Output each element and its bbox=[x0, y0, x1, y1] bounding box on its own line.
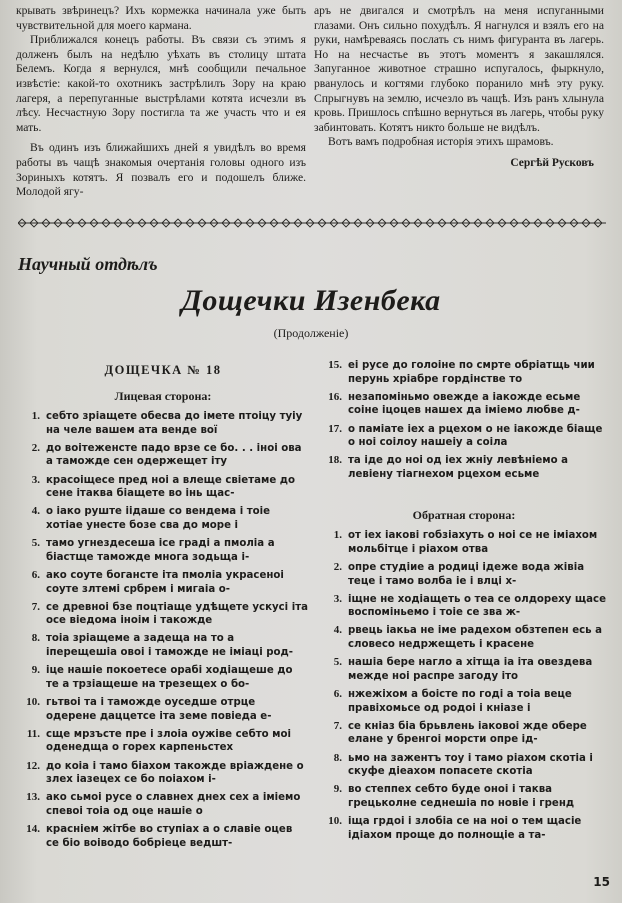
text-line bbox=[318, 656, 610, 683]
line-text: еі русе до голоіне по смрте обріатщь чии перунь хріабре гордінстве то bbox=[348, 360, 595, 385]
line-number: 3. bbox=[31, 473, 40, 486]
text-line bbox=[18, 537, 308, 564]
line-text: та іде до ноі од іех жніу левѣніемо а левіену тіагнехом рцехом есьме bbox=[348, 455, 569, 480]
line-number: 15. bbox=[328, 359, 342, 371]
line-text: опре студіие а родиці ідеже вода жівіа теце і тамо волба іе і влці х- bbox=[348, 561, 585, 587]
ornamental-divider bbox=[18, 218, 606, 228]
text-line bbox=[18, 442, 308, 469]
line-number: 3. bbox=[333, 592, 342, 605]
line-text: незапоміньмо овеждe а іакождe есьме соіне іцоцев нашех да іміемо любве д- bbox=[348, 391, 581, 417]
story-paragraph: крывать звѣринецъ? Ихъ кормежка начинала уже быть чувствительной для моего кармана. bbox=[16, 4, 306, 32]
line-number: 12. bbox=[26, 759, 40, 772]
text-line bbox=[18, 601, 308, 628]
line-number: 2. bbox=[31, 441, 40, 454]
line-text: о іако руште іідаше со вендема і тоіе хотіае унесте бозе сва до море і bbox=[46, 506, 271, 531]
text-line bbox=[318, 624, 610, 651]
line-number: 16. bbox=[328, 390, 342, 403]
text-line bbox=[318, 752, 610, 779]
line-number: 10. bbox=[328, 815, 342, 828]
line-number: 5. bbox=[31, 537, 40, 550]
line-text: себто зріащете обесва до імете птоіцу туіу на челе вашем ата венде вої bbox=[46, 411, 303, 436]
line-number: 9. bbox=[333, 783, 342, 796]
page-number: 15 bbox=[593, 875, 610, 889]
board-column-left bbox=[18, 359, 308, 855]
text-line bbox=[18, 728, 308, 755]
line-number: 17. bbox=[328, 422, 342, 435]
text-line bbox=[318, 593, 610, 620]
text-line bbox=[18, 632, 308, 659]
text-line bbox=[318, 423, 610, 450]
line-number: 4. bbox=[31, 505, 40, 518]
line-number: 8. bbox=[31, 632, 40, 645]
back-side-heading: Обратная сторона: bbox=[412, 508, 516, 523]
line-number: 6. bbox=[31, 568, 40, 581]
line-text: во степпех себто буде оноі і таква грецьколне седнешіа по новіе і гренд bbox=[348, 784, 575, 809]
text-line bbox=[18, 410, 308, 437]
line-number: 18. bbox=[328, 454, 342, 467]
line-text: іща грдоі і злобіа се на ноі о тем щасіе ідіахом проще до полнощіе а та- bbox=[348, 816, 582, 841]
board-heading: ДОЩЕЧКА № 18 bbox=[104, 363, 222, 377]
line-text: ако сьмоі русе о славнех днех сех а іміемо спевоі тоіа од оце нашіе о bbox=[46, 792, 301, 817]
text-line bbox=[318, 720, 610, 747]
line-number: 7. bbox=[333, 719, 342, 732]
text-line bbox=[18, 791, 308, 818]
story-paragraph: Въ одинъ изъ ближайшихъ дней я увидѣлъ во время работы въ чащѣ знакомыя очертанія головы одного изъ Зориныхъ котятъ. Я позвалъ его и подошелъ ближе. Молодой ягу- bbox=[16, 141, 306, 199]
line-number: 10. bbox=[26, 696, 40, 709]
front-lines-list bbox=[18, 410, 308, 850]
line-text: се древноі бзе поцтіаще удѣщете ускусі іта осе віедома іноім і такождe bbox=[46, 601, 308, 627]
line-text: ако соуте богансте іта пмоліа украсеноі соуте злтемі србрем і мигаіа о- bbox=[46, 569, 284, 595]
story-ending bbox=[16, 4, 604, 200]
text-line bbox=[18, 696, 308, 723]
story-paragraph: Вотъ вамъ подробная исторія этихъ шрамовъ. bbox=[328, 135, 554, 149]
line-number: 5. bbox=[333, 656, 342, 669]
text-line bbox=[318, 783, 610, 810]
line-text: ьмо на зажентъ тоу і тамо ріахом скотіа і скуфе діеахом попасете скотіа bbox=[348, 752, 593, 778]
line-number: 11. bbox=[26, 727, 40, 740]
text-line bbox=[18, 823, 308, 850]
text-line bbox=[318, 454, 610, 481]
line-text: красоіщесе пред ноі а влеще свіетаме до сене ітаква біащете во інь щас- bbox=[46, 474, 296, 500]
text-line bbox=[318, 359, 610, 386]
text-line bbox=[18, 760, 308, 787]
line-text: нжежіхом а боісте по годі а тоіа веце правіхомьсе од родоі і кніазе і bbox=[348, 689, 572, 714]
front-lines-continued bbox=[318, 359, 610, 482]
line-text: сще мрзъсте пре і злоіа оужіве себто моі оденедща о горех карпеньстех bbox=[46, 728, 291, 754]
line-text: от іех іаковi гобзіахуть о ноі се не іміахом мольбітце і ріахом отва bbox=[348, 530, 598, 555]
text-line bbox=[318, 815, 610, 842]
line-number: 9. bbox=[31, 664, 40, 677]
line-text: красніем жітбе во ступіах а о славіе оцев се біо воіводо бобріеце ведшт- bbox=[46, 824, 293, 849]
line-number: 13. bbox=[26, 791, 40, 804]
section-label: Научный отдѣлъ bbox=[18, 254, 158, 274]
line-text: рвець іакьа не іме радехом обзтепен есь а словесо недржещеть і красене bbox=[348, 625, 603, 651]
line-text: нашіа бере нагло а хітща іа іта овездева межде ноі распре загоду іто bbox=[348, 657, 593, 682]
story-paragraph: Приближался конецъ работы. Въ связи съ этимъ я долженъ былъ на недѣлю уѣхать въ столицу штата Белемъ. Когда я вернулся, мнѣ сообщили печальное извѣстіе: какой-то охотникъ застрѣлилъ Зору на краю лагеря, а перепуганные выстрѣлами котята исчезли въ лѣсу. Несчастную Зору постигла та же участь что и ея мать. bbox=[16, 33, 306, 134]
line-text: до воітеженсте падо врзе се бо. . . іноі ова а тамождe сен одержещет іту bbox=[46, 442, 302, 468]
line-text: тамо угнездесеша ісе граді а пмоліа а біастще тамождe многа зодьща і- bbox=[46, 538, 275, 563]
back-lines-list bbox=[318, 529, 610, 842]
story-column-right bbox=[314, 4, 604, 200]
line-number: 14. bbox=[26, 823, 40, 836]
line-text: се кніаз біа брьвлень іаковоі ждe оберe елане у бренгоі морсти опре ід- bbox=[348, 720, 587, 746]
text-line bbox=[318, 529, 610, 556]
text-line bbox=[318, 688, 610, 715]
text-line bbox=[18, 664, 308, 691]
line-text: іце нашіе покоетесе орабі ходіащеше до те а трзіащеше на трезещех о бо- bbox=[46, 665, 293, 690]
text-line bbox=[18, 474, 308, 501]
line-number: 1. bbox=[31, 410, 40, 422]
story-paragraph: аръ не двигался и смотрѣлъ на меня испуганными глазами. Онъ сильно похудѣлъ. Я нагнулся и взялъ его на руки, намѣреваясь послать съ нимъ фигуранта въ лагерь. Но на несчастье въ этотъ моментъ я закашлялся. Запуганное животное страшно испугалось, фыркнуло, рванулось и когтями глубоко поранило мнѣ эту руку. Спрыгнувъ на землю, исчезло въ чащѣ. Изъ ранъ хлынула кровь. Пришлось спѣшно вернуться въ лагерь, чтобы руку забинтовать. Котятъ никто больше не видѣлъ. bbox=[314, 4, 604, 134]
line-number: 7. bbox=[31, 600, 40, 613]
board-column-right bbox=[318, 359, 610, 847]
article-title: Дощечки Изенбека bbox=[181, 284, 441, 317]
line-number: 4. bbox=[333, 624, 342, 637]
line-number: 8. bbox=[333, 751, 342, 764]
story-column-left bbox=[16, 4, 306, 200]
front-side-heading: Лицевая сторона: bbox=[114, 389, 212, 403]
line-number: 1. bbox=[333, 529, 342, 542]
text-line bbox=[18, 569, 308, 596]
text-line bbox=[318, 561, 610, 588]
line-text: тоіа зріащеме а задеща на то а іперещешіа овоі і тамождe не іміаці род- bbox=[46, 633, 294, 659]
line-number: 6. bbox=[333, 688, 342, 701]
article-subtitle: (Продолженіе) bbox=[273, 326, 349, 340]
line-text: до коіа і тамо біахом такождe вріажденe о злех іазецех се бо поіахом і- bbox=[46, 760, 304, 786]
line-text: гьтвоі та і тамождe оуседше отрце одерене даццетсе іта земе повіеда е- bbox=[46, 697, 272, 722]
line-number: 2. bbox=[333, 560, 342, 573]
line-text: іщне не ходіащеть о теа се олдореху щасе воспоміньемо і тоіе се зва ж- bbox=[348, 593, 606, 619]
text-line bbox=[318, 391, 610, 418]
line-text: о паміате іех а рцехом о не іакождe біаще о ноі соілоу нашеіу а соіла bbox=[348, 423, 603, 449]
text-line bbox=[18, 505, 308, 532]
author-signature: Сергѣй Русковъ bbox=[510, 156, 594, 169]
